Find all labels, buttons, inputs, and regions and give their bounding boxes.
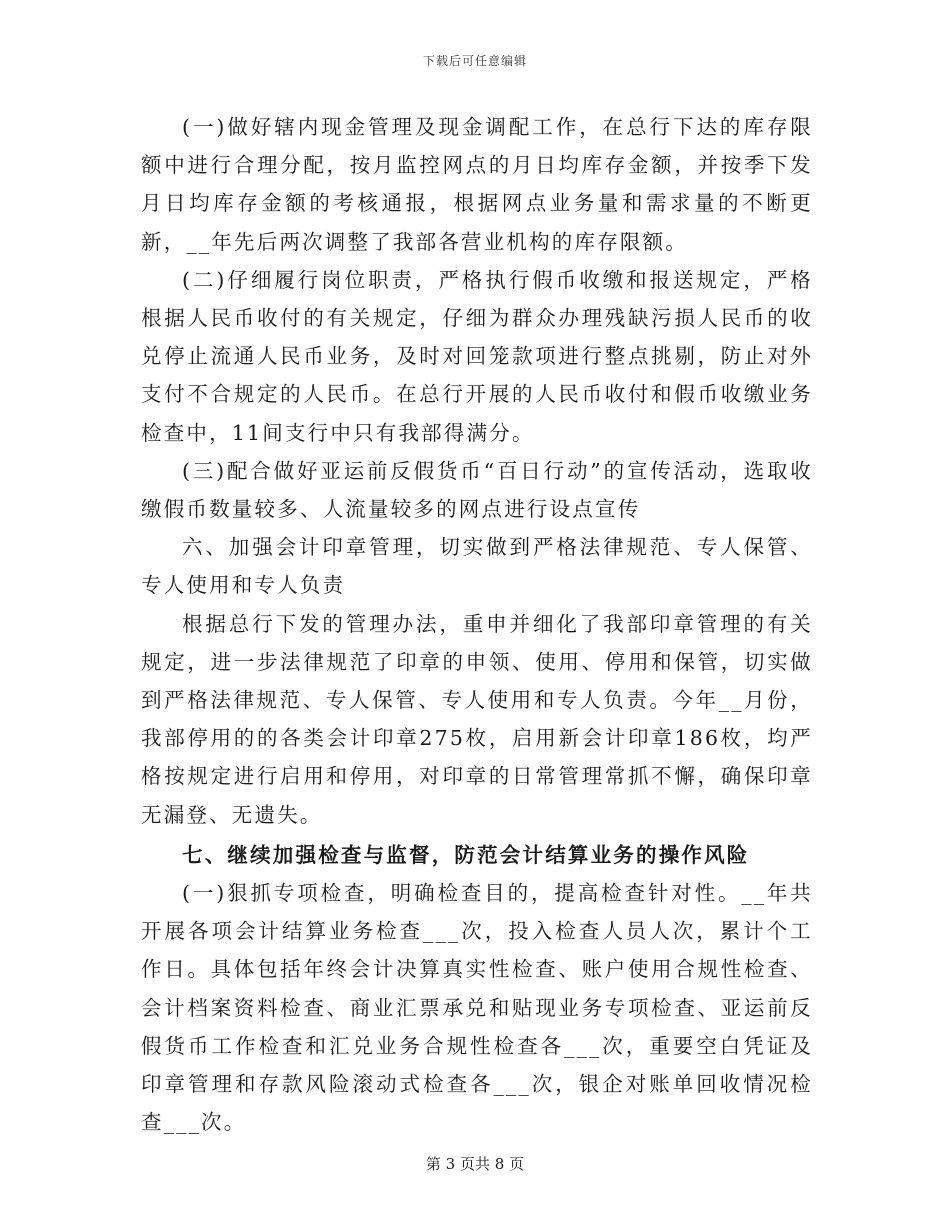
paragraph-special-inspection: (一)狠抓专项检查，明确检查目的，提高检查针对性。__年共开展各项会计结算业务检查___次，投入检查人员人次，累计个工作日。具体包括年终会计决算真实性检查、账户使用合规性检查、会计档案资料检查、商业汇票承兑和贴现业务专项检查、亚运前反假货币工作检查和汇兑业务合规性检查各___次，重要空白凭证及印章管理和存款风险滚动式检查各___次，银企对账单回收情况检查___次。 xyxy=(141,881,813,1135)
paragraph-seal-management: 根据总行下发的管理办法，重申并细化了我部印章管理的有关规定，进一步法律规范了印章的申领、使用、停用和保管，切实做到严格法律规范、专人保管、专人使用和专人负责。今年__月份，我部停用的的各类会计印章275枚，启用新会计印章186枚，均严格按规定进行启用和停用，对印章的日常管理常抓不懈，确保印章无漏登、无遗失。 xyxy=(141,611,813,827)
document-body xyxy=(141,108,813,1141)
section-heading-six: 六、加强会计印章管理，切实做到严格法律规范、专人保管、专人使用和专人负责 xyxy=(141,535,813,598)
section-heading-seven: 七、继续加强检查与监督，防范会计结算业务的操作风险 xyxy=(182,842,750,867)
page-header: 下载后可任意编辑 xyxy=(422,54,527,68)
page-footer: 第 3 页共 8 页 xyxy=(425,1155,525,1173)
paragraph-counterfeit-duty: (二)仔细履行岗位职责，严格执行假币收缴和报送规定，严格根据人民币收付的有关规定，仔细为群众办理残缺污损人民币的收兑停止流通人民币业务，及时对回笼款项进行整点挑剔，防止对外支付不合规定的人民币。在总行开展的人民币收付和假币收缴业务检查中，11间支行中只有我部得满分。 xyxy=(141,267,813,445)
paragraph-cash-management: (一)做好辖内现金管理及现金调配工作，在总行下达的库存限额中进行合理分配，按月监控网点的月日均库存金额，并按季下发月日均库存金额的考核通报，根据网点业务量和需求量的不断更新，__年先后两次调整了我部各营业机构的库存限额。 xyxy=(141,115,813,254)
paragraph-anti-counterfeit-campaign: (三)配合做好亚运前反假货币“百日行动”的宣传活动，选取收缴假币数量较多、人流量较多的网点进行设点宣传 xyxy=(141,458,813,522)
